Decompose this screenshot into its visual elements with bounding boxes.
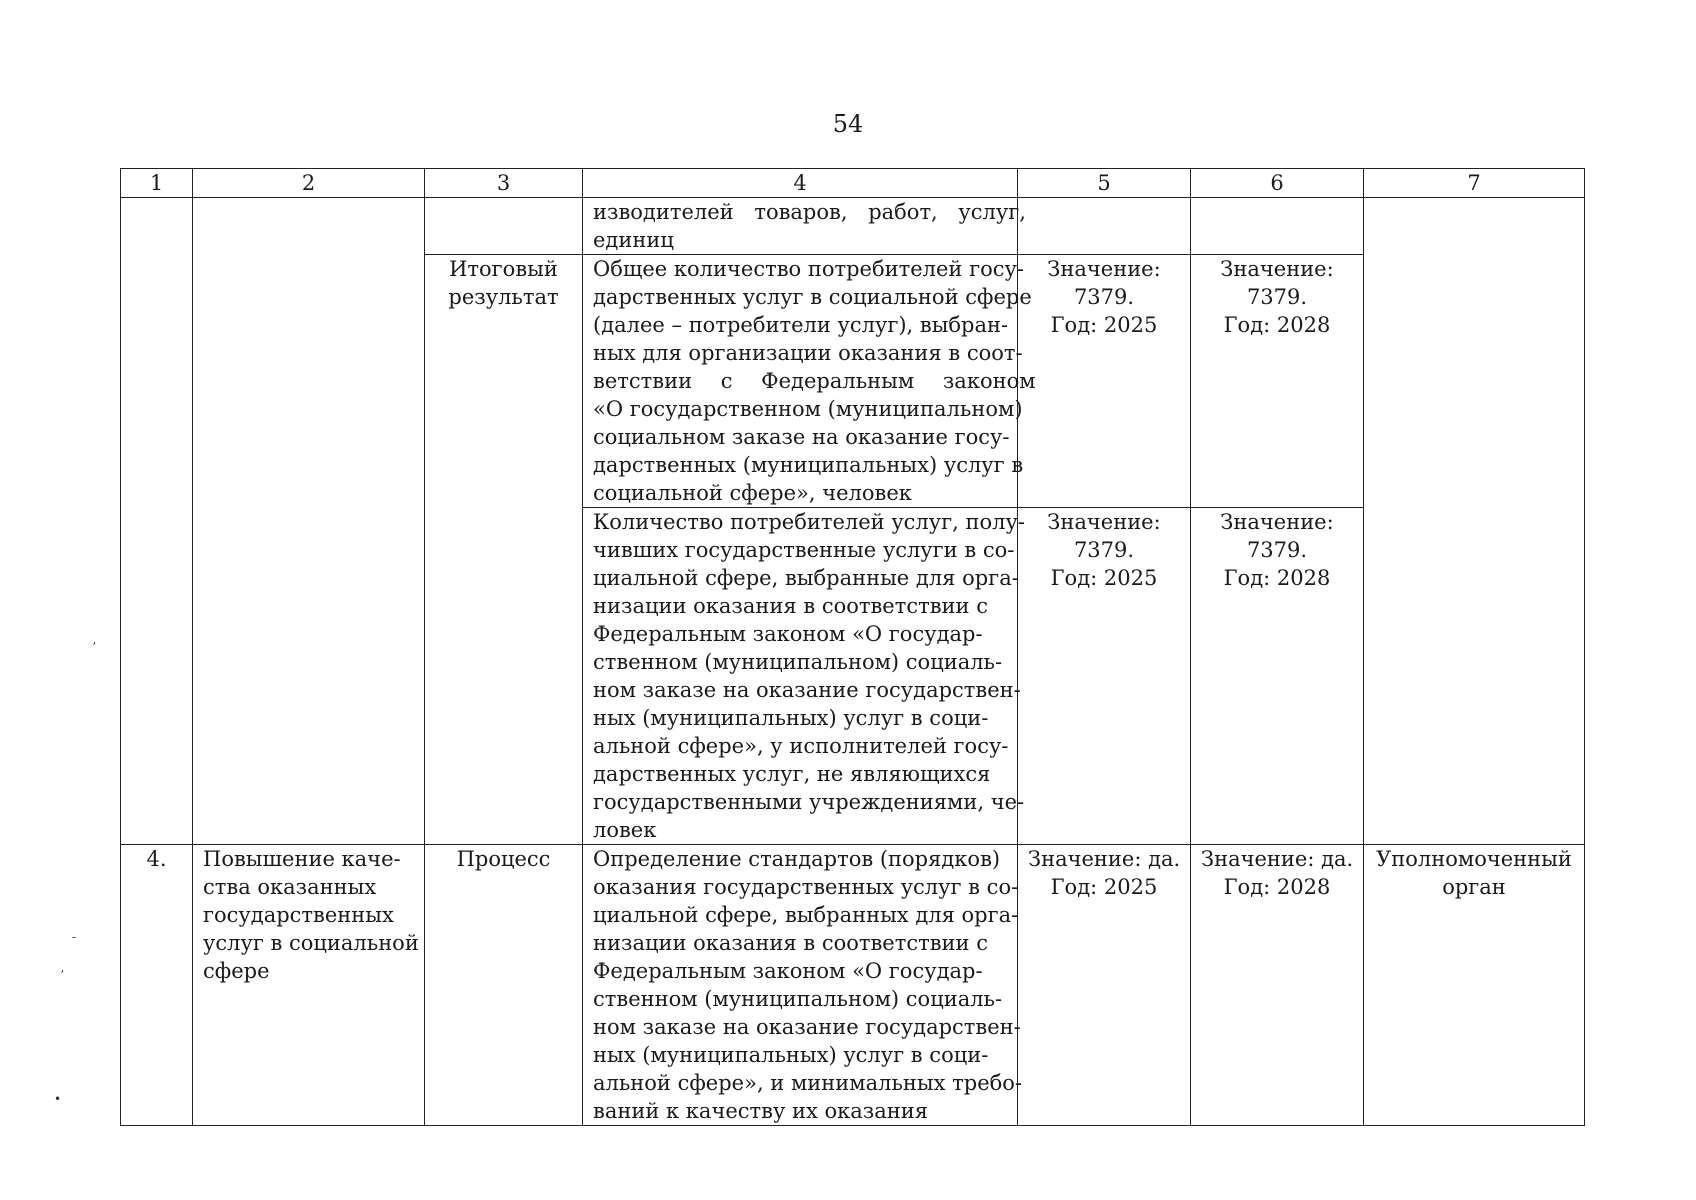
text-line: государственных [203,903,394,927]
text-line: услуг в социальной [203,931,419,955]
cell-indicator-standards [583,845,1023,1126]
cell-target-value [1191,255,1364,508]
text-line: циальной сфере, выбранных для орга- [593,903,1019,927]
text-line: чивших государственные услуги в со- [593,538,1015,562]
text-line: низации оказания в соответствии с [593,931,988,955]
scan-speck: • [54,1092,62,1106]
text-line: низации оказания в соответствии с [593,594,988,618]
page-number: 54 [832,110,864,138]
text-line: ловек [593,818,657,842]
header-row [121,169,1585,198]
text-line: результат [448,285,559,309]
text-line: ства оказанных [203,875,377,899]
text-line: Значение: [1047,257,1161,281]
text-line: 7379. [1246,285,1308,309]
cell-continued-indicator [583,198,1026,255]
text-line: Год: 2028 [1223,875,1331,899]
cell-col1-empty [121,198,193,845]
table-row-continued [121,198,1585,255]
text-line: ственном (муниципальном) социаль- [593,987,1003,1011]
text-line: социальной сфере», человек [593,481,912,505]
header-col-6: 6 [1191,169,1364,198]
text-line: изводителей товаров, работ, услуг, [593,200,1026,224]
cell-item-number: 4. [121,845,193,1126]
text-line: государственными учреждениями, че- [593,790,1025,814]
text-line: 7379. [1246,538,1308,562]
text-line: дарственных услуг, не являющихся [593,762,991,786]
text-line: Уполномоченный [1376,847,1572,871]
text-line: ных (муниципальных) услуг в соци- [593,1043,989,1067]
cell-base-value [1018,508,1191,845]
text-line: Определение стандартов (порядков) [593,847,1001,871]
text-line: дарственных услуг в социальной сфере [593,285,1032,309]
text-line: единиц [593,228,674,252]
text-line: Год: 2025 [1050,313,1158,337]
text-line: Год: 2028 [1223,313,1331,337]
text-line: Год: 2028 [1223,566,1331,590]
text-line: 7379. [1073,538,1135,562]
text-line: социальном заказе на оказание госу- [593,425,1010,449]
cell-indicator-non-state-consumers [583,508,1025,845]
cell-col7-empty [1364,198,1585,845]
cell-target-value [1191,845,1364,1126]
text-line: ственном (муниципальном) социаль- [593,650,1003,674]
text-line: Федеральным законом «О государ- [593,622,983,646]
scan-speck: ʼ [92,640,96,654]
cell-col2-empty [193,198,425,845]
cell-result-type: Процесс [425,845,583,1126]
cell-target-value [1191,508,1364,845]
text-line: ных для организации оказания в соот- [593,341,1023,365]
text-line: Повышение каче- [203,847,401,871]
scan-speck: ‐ [72,930,77,944]
table-row-item-4 [121,845,1585,1126]
header-col-5: 5 [1018,169,1191,198]
cell-col3-empty [425,198,583,255]
text-line: орган [1442,875,1506,899]
text-line: Общее количество потребителей госу- [593,257,1024,281]
text-line: Федеральным законом «О государ- [593,959,983,983]
text-line: Значение: [1047,510,1161,534]
text-line: ваний к качеству их оказания [593,1099,929,1123]
text-line: Значение: да. [1201,847,1354,871]
text-line: альной сфере», у исполнителей госу- [593,734,1009,758]
text-line: альной сфере», и минимальных требо- [593,1071,1023,1095]
text-line: Значение: [1220,510,1334,534]
cell-responsible [1364,845,1585,1126]
cell-col6-empty [1191,198,1364,255]
cell-result-type [425,255,583,845]
text-line: Значение: да. [1028,847,1181,871]
text-line: Год: 2025 [1050,875,1158,899]
cell-base-value [1018,845,1191,1126]
text-line: оказания государственных услуг в со- [593,875,1019,899]
header-col-1: 1 [121,169,193,198]
header-col-4: 4 [583,169,1018,198]
text-line: Значение: [1220,257,1334,281]
cell-col5-empty [1018,198,1191,255]
header-col-7: 7 [1364,169,1585,198]
text-line: (далее – потребители услуг), выбран- [593,313,1009,337]
text-line: ных (муниципальных) услуг в соци- [593,706,989,730]
document-table [120,168,1585,1126]
cell-task-name [193,845,425,1126]
text-line: Количество потребителей услуг, полу- [593,510,1025,534]
cell-indicator-total-consumers [583,255,1036,508]
text-line: ном заказе на оказание государствен- [593,678,1021,702]
text-line: циальной сфере, выбранные для орга- [593,566,1019,590]
header-col-3: 3 [425,169,583,198]
scan-speck: ʼ [60,968,64,982]
header-col-2: 2 [193,169,425,198]
text-line: Итоговый [449,257,558,281]
text-line: Год: 2025 [1050,566,1158,590]
text-line: дарственных (муниципальных) услуг в [593,453,1024,477]
text-line: «О государственном (муниципальном) [593,397,1023,421]
text-line: сфере [203,959,270,983]
cell-base-value [1018,255,1191,508]
text-line: ветствии с Федеральным законом [593,369,1036,393]
text-line: ном заказе на оказание государствен- [593,1015,1021,1039]
text-line: 7379. [1073,285,1135,309]
